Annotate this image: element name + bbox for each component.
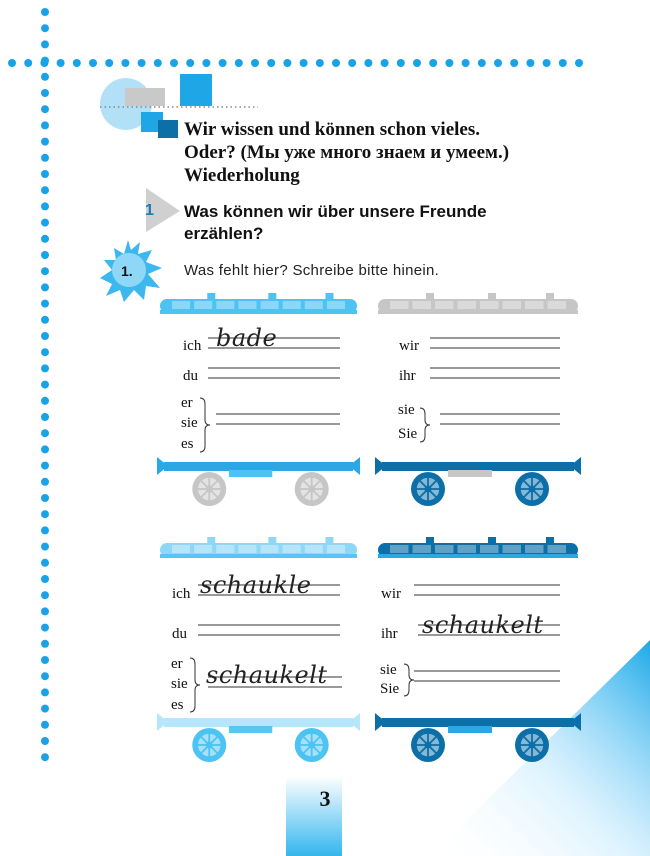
frame-dot xyxy=(267,59,275,67)
frame-dot xyxy=(41,705,49,713)
frame-dot xyxy=(445,59,453,67)
frame-dot xyxy=(494,59,502,67)
frame-dot xyxy=(41,413,49,421)
wagon-axle-bar xyxy=(229,470,272,477)
wagon-window xyxy=(503,301,522,309)
frame-dot xyxy=(348,59,356,67)
pronoun-sie-2: sie xyxy=(171,676,188,692)
wagon-roof-vent xyxy=(488,293,496,300)
pronoun-ich-1: ich xyxy=(183,338,202,354)
frame-dot xyxy=(41,219,49,227)
pronoun-sie-plural-2: sie xyxy=(380,662,397,678)
frame-dot xyxy=(41,170,49,178)
wagon-window xyxy=(413,301,432,309)
wagon-window xyxy=(261,301,279,309)
frame-dot xyxy=(219,59,227,67)
exercise-instruction: Was fehlt hier? Schreibe bitte hinein. xyxy=(184,262,440,279)
wagon-roof-vent xyxy=(207,293,215,300)
frame-dot xyxy=(41,202,49,210)
frame-dot xyxy=(41,575,49,583)
pronoun-wir-1: wir xyxy=(399,338,419,354)
wagon-window xyxy=(172,301,190,309)
handwritten-schaukle: schaukle xyxy=(200,571,312,599)
header-dark-square xyxy=(158,120,178,138)
wagon-wheel-hub xyxy=(308,742,315,749)
frame-dot xyxy=(41,186,49,194)
wagon-coupler xyxy=(375,713,386,731)
frame-dot xyxy=(57,59,65,67)
frame-dot xyxy=(462,59,470,67)
wagon-wheel-hub xyxy=(206,486,213,493)
frame-dot xyxy=(41,283,49,291)
wagon-window xyxy=(480,301,499,309)
brace xyxy=(200,398,210,452)
wagon-window xyxy=(216,301,234,309)
wagon-coupler xyxy=(349,713,360,731)
wagon-window xyxy=(238,301,256,309)
handwritten-schaukelt-1: schaukelt xyxy=(206,661,328,689)
frame-dot xyxy=(41,300,49,308)
frame-dot xyxy=(73,59,81,67)
frame-dot xyxy=(41,753,49,761)
wagon-roof-vent xyxy=(546,537,554,544)
wagon-coupler xyxy=(570,457,581,475)
frame-dot xyxy=(89,59,97,67)
frame-dot xyxy=(41,138,49,146)
frame-dot xyxy=(41,478,49,486)
frame-dot xyxy=(41,721,49,729)
pronoun-es-2: es xyxy=(171,697,184,713)
frame-dot xyxy=(41,429,49,437)
frame-dot xyxy=(41,397,49,405)
frame-dot xyxy=(41,672,49,680)
wagon-window xyxy=(548,545,567,553)
wagon-window xyxy=(390,545,409,553)
wagon-roof-stripe xyxy=(378,554,578,558)
frame-dot xyxy=(170,59,178,67)
frame-dot xyxy=(41,105,49,113)
wagon-window xyxy=(283,301,301,309)
wagon-window xyxy=(305,545,323,553)
frame-dot xyxy=(41,543,49,551)
wagon-roof-vent xyxy=(268,293,276,300)
wagon-coupler xyxy=(349,457,360,475)
wagon-roof-vent xyxy=(325,537,333,544)
brace xyxy=(420,408,430,442)
wagon-window xyxy=(525,545,544,553)
page-number: 3 xyxy=(319,786,331,811)
wagon-window xyxy=(238,545,256,553)
frame-dot xyxy=(41,40,49,48)
wagon-chassis xyxy=(382,718,574,727)
pronoun-Sie-formal-1: Sie xyxy=(398,426,418,442)
wagon-window xyxy=(327,545,345,553)
frame-dot xyxy=(300,59,308,67)
wagon-wheel-hub xyxy=(308,486,315,493)
wagon-wheel-hub xyxy=(529,486,536,493)
frame-dot xyxy=(41,154,49,162)
wagon-coupler xyxy=(157,457,168,475)
frame-dot xyxy=(41,656,49,664)
frame-dot xyxy=(138,59,146,67)
wagon-axle-bar xyxy=(229,726,272,733)
pronoun-Sie-formal-2: Sie xyxy=(380,681,400,697)
section-number: 1 xyxy=(145,202,154,219)
frame-dot xyxy=(251,59,259,67)
frame-dot xyxy=(41,121,49,129)
frame-dot xyxy=(105,59,113,67)
frame-dot xyxy=(24,59,32,67)
brace xyxy=(404,664,414,696)
wagon-chassis xyxy=(164,718,353,727)
wagon-window xyxy=(305,301,323,309)
frame-dot xyxy=(381,59,389,67)
section-title: Was können wir über unsere Freunde erzählen? xyxy=(184,202,487,243)
wagon-roof-vent xyxy=(426,537,434,544)
frame-dot xyxy=(397,59,405,67)
frame-dot xyxy=(364,59,372,67)
wagon-wheel-hub xyxy=(425,486,432,493)
frame-dot xyxy=(41,332,49,340)
frame-dot xyxy=(41,316,49,324)
frame-dot xyxy=(41,526,49,534)
frame-dot xyxy=(41,607,49,615)
frame-dot xyxy=(478,59,486,67)
frame-dot xyxy=(41,737,49,745)
wagon-roof-vent xyxy=(268,537,276,544)
wagon-window xyxy=(548,301,567,309)
pronoun-ihr-2: ihr xyxy=(381,626,398,642)
pronoun-ich-2: ich xyxy=(172,586,191,602)
wagon-roof-stripe xyxy=(378,310,578,314)
frame-dot xyxy=(121,59,129,67)
wagon-coupler xyxy=(375,457,386,475)
wagon-window xyxy=(172,545,190,553)
frame-dot xyxy=(41,462,49,470)
frame-dot xyxy=(41,559,49,567)
pronoun-ihr-1: ihr xyxy=(399,368,416,384)
wagon-coupler xyxy=(157,713,168,731)
frame-dot xyxy=(41,24,49,32)
frame-dot xyxy=(235,59,243,67)
frame-dot xyxy=(41,591,49,599)
header-gray-rect xyxy=(125,88,165,106)
frame-dot xyxy=(41,640,49,648)
wagon-window xyxy=(413,545,432,553)
wagon-window xyxy=(458,545,477,553)
wagon-roof-stripe xyxy=(160,310,357,314)
wagon-window xyxy=(525,301,544,309)
frame-dot xyxy=(559,59,567,67)
brace xyxy=(190,658,200,712)
wagon-window xyxy=(435,545,454,553)
frame-dot xyxy=(41,445,49,453)
frame-dot xyxy=(202,59,210,67)
pronoun-er-2: er xyxy=(171,656,183,672)
handwritten-schaukelt-2: schaukelt xyxy=(422,611,544,639)
page-title: Wir wissen und können schon vieles. Oder? (Мы уже много знаем и умеем.) Wiederholung xyxy=(184,119,510,186)
pronoun-du-2: du xyxy=(172,626,187,642)
exercise-number: 1. xyxy=(121,263,133,279)
wagon-window xyxy=(458,301,477,309)
frame-dot xyxy=(8,59,16,67)
pronoun-es-1: es xyxy=(181,436,194,452)
wagons xyxy=(157,293,581,762)
wagon-window xyxy=(503,545,522,553)
frame-dot xyxy=(316,59,324,67)
wagon-roof-vent xyxy=(426,293,434,300)
frame-dot xyxy=(413,59,421,67)
wagon-axle-bar xyxy=(448,726,492,733)
frame-dot xyxy=(154,59,162,67)
wagon-window xyxy=(435,301,454,309)
frame-dot xyxy=(41,73,49,81)
pronoun-sie-1: sie xyxy=(181,415,198,431)
wagon-window xyxy=(194,545,212,553)
pronoun-du-1: du xyxy=(183,368,198,384)
wagon-wheel-hub xyxy=(529,742,536,749)
frame-dot xyxy=(429,59,437,67)
frame-dot xyxy=(41,624,49,632)
frame-dot xyxy=(41,89,49,97)
frame-dot xyxy=(41,251,49,259)
frame-dot xyxy=(41,8,49,16)
frame-dot xyxy=(41,348,49,356)
frame-dot xyxy=(283,59,291,67)
wagon-window xyxy=(261,545,279,553)
frame-dot xyxy=(41,364,49,372)
frame-dot xyxy=(543,59,551,67)
wagon-chassis xyxy=(164,462,353,471)
handwritten-bade: bade xyxy=(216,324,278,352)
pronoun-er-1: er xyxy=(181,395,193,411)
frame-dot xyxy=(510,59,518,67)
wagon-roof-vent xyxy=(207,537,215,544)
wagon-roof-vent xyxy=(546,293,554,300)
wagon-roof-vent xyxy=(488,537,496,544)
frame-dot xyxy=(41,267,49,275)
wagon-window xyxy=(327,301,345,309)
wagon-axle-bar xyxy=(448,470,492,477)
frame-dot xyxy=(41,510,49,518)
pronoun-sie-plural-1: sie xyxy=(398,402,415,418)
wagon-wheel-hub xyxy=(425,742,432,749)
wagon-window xyxy=(194,301,212,309)
frame-dot xyxy=(41,688,49,696)
wagon-wheel-hub xyxy=(206,742,213,749)
frame-dot xyxy=(575,59,583,67)
frame-dot xyxy=(526,59,534,67)
wagon-window xyxy=(390,301,409,309)
wagon-window xyxy=(480,545,499,553)
wagon-window xyxy=(216,545,234,553)
frame-dot xyxy=(41,381,49,389)
frame-dot xyxy=(186,59,194,67)
header-blue-square xyxy=(180,74,212,106)
frame-dot xyxy=(41,494,49,502)
wagon-chassis xyxy=(382,462,574,471)
frame-dot xyxy=(332,59,340,67)
wagon-roof-vent xyxy=(325,293,333,300)
frame-dot xyxy=(41,235,49,243)
wagon-roof-stripe xyxy=(160,554,357,558)
pronoun-wir-2: wir xyxy=(381,586,401,602)
wagon-window xyxy=(283,545,301,553)
frame-dot xyxy=(40,59,48,67)
